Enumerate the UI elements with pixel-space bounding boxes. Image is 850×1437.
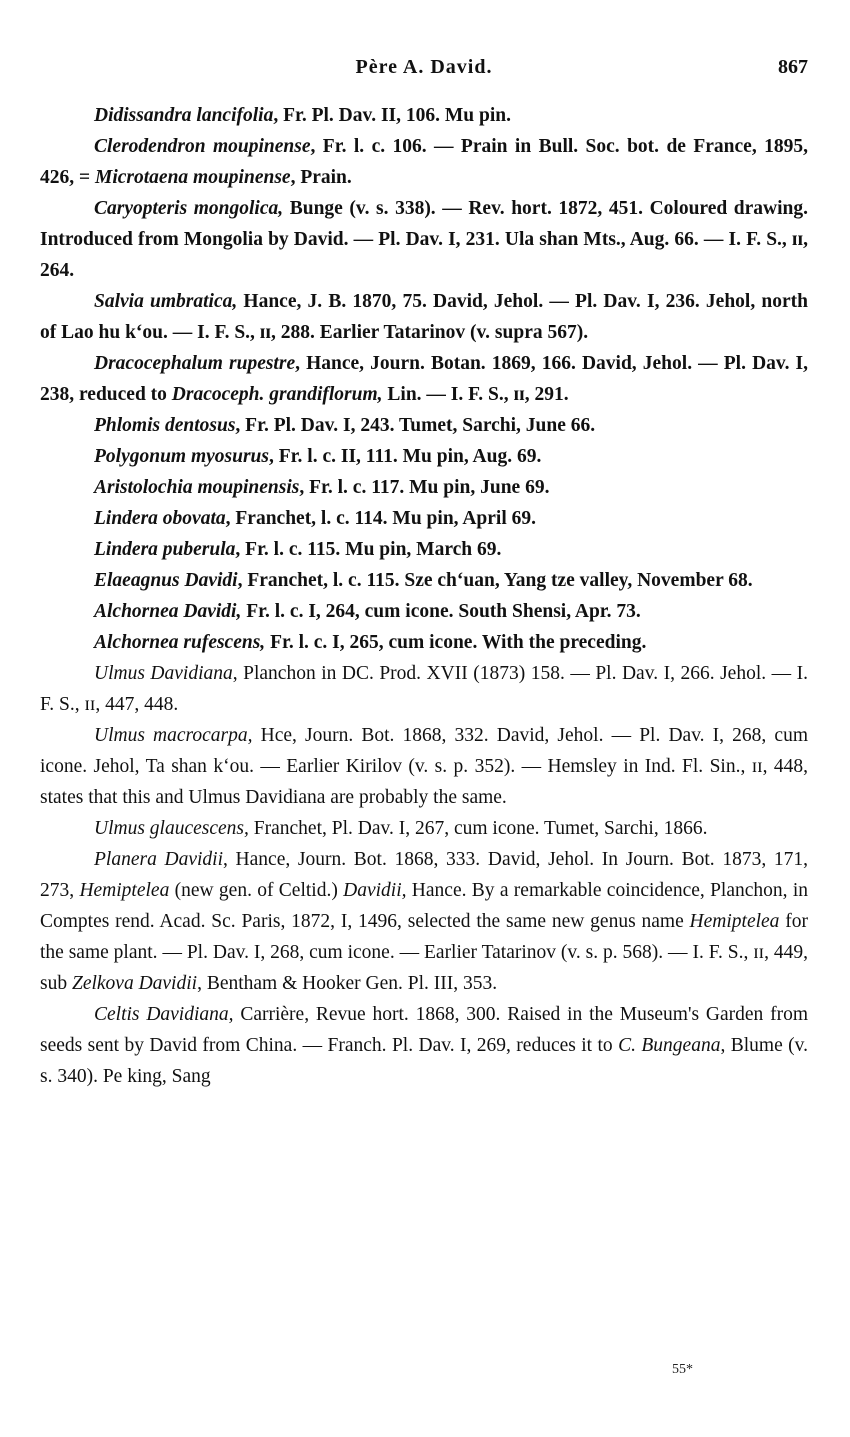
taxon-name: C. Bungeana bbox=[618, 1035, 721, 1056]
taxon-name: Dracocephalum rupestre bbox=[94, 353, 296, 374]
entry-didissandra bbox=[40, 100, 808, 131]
page-number: 867 bbox=[778, 56, 808, 78]
entry-caryopteris bbox=[40, 193, 808, 286]
entry-text: for the same plant. — Pl. Dav. I, 268, cum icone. — Earlier Tatarinov (v. s. p. 568). — I. F. S., ɪɪ, 449, sub bbox=[40, 911, 808, 994]
taxon-name: Phlomis dentosus bbox=[94, 415, 236, 436]
taxon-name: Clerodendron moupinense bbox=[94, 136, 311, 157]
taxon-name: Ulmus glaucescens, bbox=[94, 818, 249, 839]
entry-text: Franchet, Pl. Dav. I, 267, cum icone. Tumet, Sarchi, 1866. bbox=[248, 818, 708, 839]
taxon-name: Polygonum myosurus bbox=[94, 446, 269, 467]
taxon-name: Alchornea Davidi, bbox=[94, 601, 242, 622]
entry-phlomis bbox=[40, 410, 808, 441]
entry-text: , Prain. bbox=[290, 167, 352, 188]
page-header bbox=[40, 56, 808, 86]
taxon-name: Elaeagnus Davidi bbox=[94, 570, 238, 591]
entry-text: , Bentham & Hooker Gen. Pl. III, 353. bbox=[197, 973, 498, 994]
entry-text: (new gen. of Celtid.) bbox=[169, 880, 344, 901]
entry-text: , Franchet, l. c. 115. Sze chʻuan, Yang tze valley, November 68. bbox=[237, 570, 753, 591]
entry-ulmus-glaucescens bbox=[40, 813, 808, 844]
entry-text: Fr. l. c. I, 265, cum icone. With the preceding. bbox=[265, 632, 647, 653]
entry-planera bbox=[40, 844, 808, 999]
taxon-name: Zelkova Davidii bbox=[71, 973, 198, 994]
entry-text: Lin. — I. F. S., ɪɪ, 291. bbox=[382, 384, 569, 405]
entry-text: , Fr. Pl. Dav. II, 106. Mu pin. bbox=[273, 105, 511, 126]
entry-text: , Hance, Journ. Bot. 1868, 333. David, Jehol. In Journ. Bot. 1873, 171, 273, bbox=[40, 849, 808, 901]
entry-text: Hce, Journ. Bot. 1868, 332. David, Jehol. — Pl. Dav. I, 268, cum icone. Jehol, Ta shan kʻou. — Earlier Kirilov (v. s. p. 352). — Hemsley in Ind. Fl. Sin., ɪɪ, 448, states that this and Ulmus Davidiana are probably the same. bbox=[40, 725, 808, 808]
entry-salvia bbox=[40, 286, 808, 348]
entry-text: , Fr. l. c. II, 111. Mu pin, Aug. 69. bbox=[269, 446, 542, 467]
entry-text: , Franchet, l. c. 114. Mu pin, April 69. bbox=[225, 508, 537, 529]
entry-celtis bbox=[40, 999, 808, 1092]
entry-text: Bunge (v. s. 338). — Rev. hort. 1872, 451. Coloured drawing. Introduced from Mongolia by David. — Pl. Dav. I, 231. Ula shan Mts., Aug. 66. — I. F. S., ɪɪ, 264. bbox=[40, 198, 809, 281]
entry-ulmus-macrocarpa bbox=[40, 720, 808, 813]
taxon-name: Hemiptelea bbox=[689, 911, 780, 932]
taxon-name: Lindera obovata bbox=[94, 508, 226, 529]
entry-lindera-obovata bbox=[40, 503, 808, 534]
entry-elaeagnus bbox=[40, 565, 808, 596]
entry-text: , Fr. l. c. 106. — Prain in Bull. Soc. bot. de France, 1895, 426, = bbox=[40, 136, 808, 188]
taxon-name: Lindera puberula bbox=[94, 539, 236, 560]
entry-alchornea-rufescens bbox=[40, 627, 808, 658]
taxon-name: Planera Davidii bbox=[94, 849, 223, 870]
entry-ulmus-davidiana bbox=[40, 658, 808, 720]
entry-text: , Fr. Pl. Dav. I, 243. Tumet, Sarchi, June 66. bbox=[235, 415, 596, 436]
running-title: Père A. David. bbox=[355, 56, 493, 78]
entry-text: , Blume (v. s. 340). Pe king, Sang bbox=[40, 1035, 808, 1087]
taxon-name: Alchornea rufescens, bbox=[94, 632, 266, 653]
entry-text: , Fr. l. c. 117. Mu pin, June 69. bbox=[299, 477, 550, 498]
entry-text: , Planchon in DC. Prod. XVII (1873) 158. — Pl. Dav. I, 266. Jehol. — I. F. S., ɪɪ, 447, 448. bbox=[40, 663, 808, 715]
taxon-name: Ulmus Davidiana bbox=[94, 663, 233, 684]
entry-text: Hance, J. B. 1870, 75. David, Jehol. — Pl. Dav. I, 236. Jehol, north of Lao hu kʻou. — I. F. S., ɪɪ, 288. Earlier Tatarinov (v. supra 567). bbox=[40, 291, 808, 343]
entry-clerodendron bbox=[40, 131, 808, 193]
taxon-name: Dracoceph. grandiflorum, bbox=[171, 384, 383, 405]
taxon-name: Ulmus macrocarpa, bbox=[94, 725, 253, 746]
signature-mark: 55* bbox=[672, 1362, 693, 1377]
taxon-name: Didissandra lancifolia bbox=[94, 105, 274, 126]
taxon-name: Celtis Davidiana, bbox=[94, 1004, 234, 1025]
entry-text: Carrière, Revue hort. 1868, 300. Raised in the Museum's Garden from seeds sent by David from China. — Franch. Pl. Dav. I, 269, reduces it to bbox=[40, 1004, 808, 1056]
entry-lindera-puberula bbox=[40, 534, 808, 565]
entry-alchornea-davidi bbox=[40, 596, 808, 627]
taxon-name: Caryopteris mongolica, bbox=[94, 198, 284, 219]
taxon-name: Salvia umbratica, bbox=[94, 291, 238, 312]
entry-text: Hance. By a remarkable coincidence, Planchon, in Comptes rend. Acad. Sc. Paris, 1872, I, 1496, selected the same new genus name bbox=[40, 880, 808, 932]
taxon-name: Davidii, bbox=[343, 880, 407, 901]
entry-text: , Fr. l. c. 115. Mu pin, March 69. bbox=[235, 539, 502, 560]
entry-polygonum bbox=[40, 441, 808, 472]
taxon-name: Aristolochia moupinensis bbox=[94, 477, 300, 498]
taxon-name: Microtaena moupinense bbox=[95, 167, 291, 188]
body-text bbox=[40, 100, 808, 1092]
entry-dracocephalum bbox=[40, 348, 808, 410]
entry-aristolochia bbox=[40, 472, 808, 503]
entry-text: Fr. l. c. I, 264, cum icone. South Shensi, Apr. 73. bbox=[241, 601, 641, 622]
taxon-name: Hemiptelea bbox=[79, 880, 170, 901]
entry-text: , Hance, Journ. Botan. 1869, 166. David, Jehol. — Pl. Dav. I, 238, reduced to bbox=[40, 353, 809, 405]
